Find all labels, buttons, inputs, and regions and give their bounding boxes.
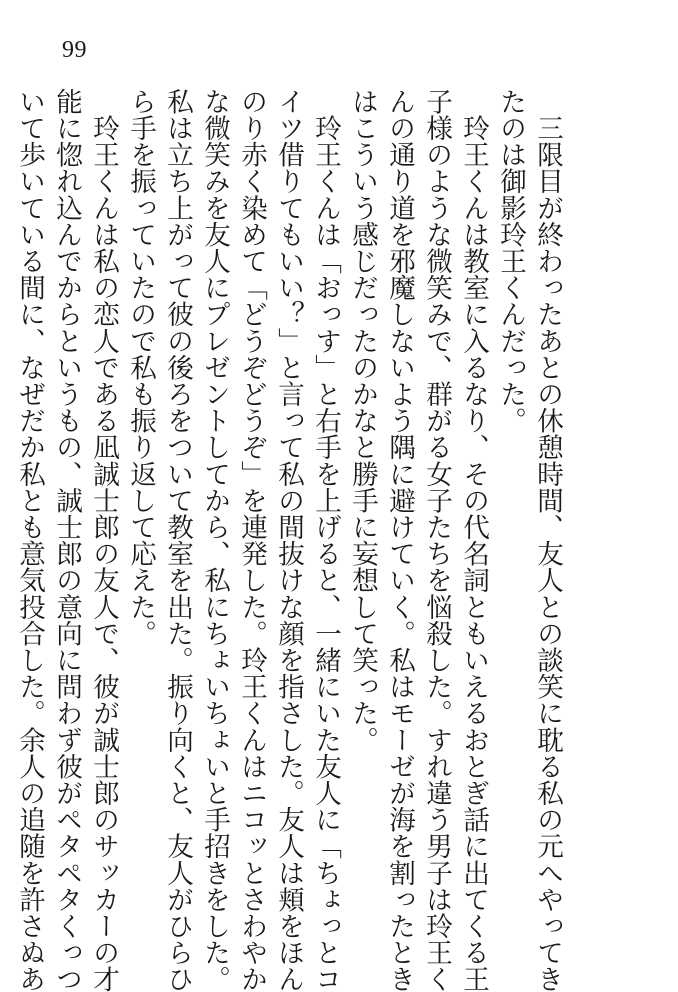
text-line: 玲王くんは教室に入るなり、その代名詞ともいえるおとぎ話に出てくる王 (458, 88, 489, 992)
text-line: 子様のような微笑みで、群がる女子たちを悩殺した。すれ違う男子は玲王く (421, 88, 452, 992)
text-line: な微笑みを友人にプレゼントしてから、私にちょいちょいと手招きをした。 (199, 88, 230, 992)
text-line: 玲王くんは「おっす」と右手を上げると、一緒にいた友人に「ちょっとコ (310, 88, 341, 992)
text-line: はこういう感じだったのかなと勝手に妄想して笑った。 (347, 88, 378, 753)
page-number: 99 (62, 37, 87, 63)
text-line: んの通り道を邪魔しないよう隅に避けていく。私はモーゼが海を割ったとき (384, 88, 415, 992)
text-line: 私は立ち上がって彼の後ろをついて教室を出た。振り向くと、友人がひらひ (162, 88, 193, 992)
text-line: たのは御影玲王くんだった。 (495, 88, 526, 434)
text-line: 玲王くんは私の恋人である凪誠士郎の友人で、彼が誠士郎のサッカーの才 (88, 88, 119, 992)
text-line: 能に惚れ込んでからというもの、誠士郎の意向に問わず彼がペタペタくっつ (51, 88, 82, 992)
text-line: のり赤く染めて「どうぞどうぞ」を連発した。玲王くんはニコッとさわやか (236, 88, 267, 992)
text-line: ら手を振っていたので私も振り返して応えた。 (125, 88, 156, 647)
text-line: いて歩いている間に、なぜだか私とも意気投合した。余人の追随を許さぬあ (14, 88, 45, 992)
text-line: 三限目が終わったあとの休憩時間、友人との談笑に耽る私の元へやってき (532, 88, 563, 992)
text-line: イツ借りてもいい？」と言って私の間抜けな顔を指さした。友人は頬をほん (273, 88, 304, 992)
